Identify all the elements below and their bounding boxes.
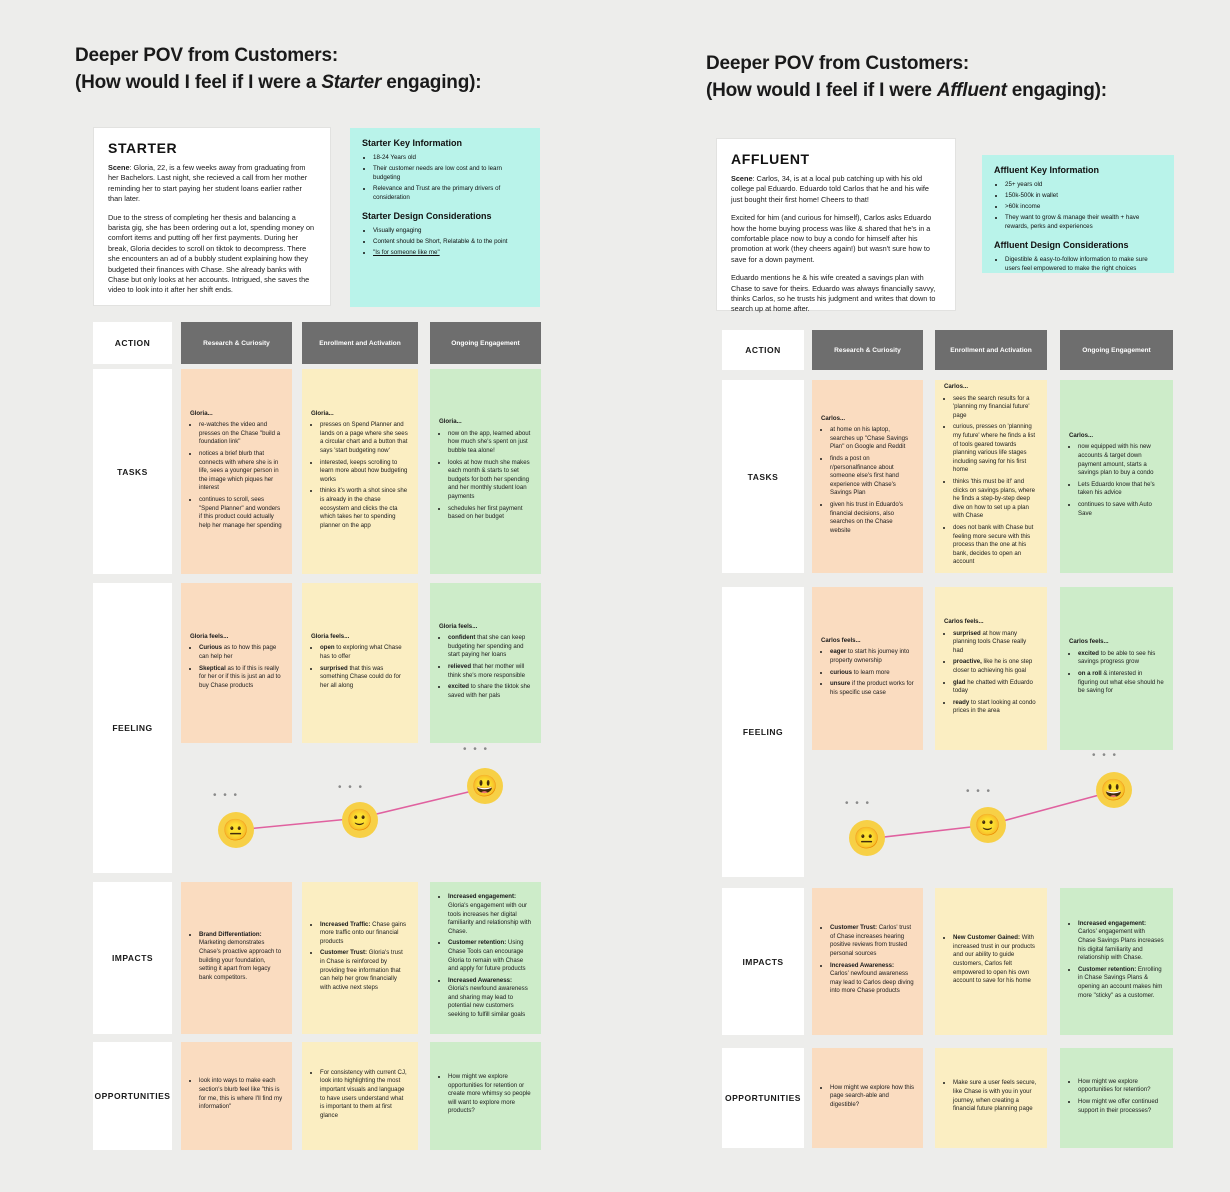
list-item: • Increased Traffic: Chase gains more traffic onto our financial products <box>320 921 409 947</box>
affluent-dots-3: • • • <box>1092 750 1119 761</box>
lead-label: Gloria... <box>439 418 462 426</box>
affluent-row-opportunities: OPPORTUNITIES <box>722 1048 804 1148</box>
affluent-opportunities-ongoing <box>1060 1048 1173 1148</box>
starter-key-info-list <box>362 153 528 202</box>
starter-opportunities-research <box>181 1042 292 1150</box>
list-item: • Customer retention: Using Chase Tools can encourage Gloria to remain with Chase and apply for future products <box>448 939 532 973</box>
affluent-tasks-research <box>812 380 923 573</box>
list-item: • How might we explore how this page search-able and digestible? <box>830 1084 914 1110</box>
list-item: • look into ways to make each section's blurb feel like "this is for me, this is where I'll find my information" <box>199 1077 283 1111</box>
starter-col-ongoing: Ongoing Engagement <box>430 322 541 364</box>
list-item: • continues to scroll, sees "Spend Planner" and wonders if this product could actually help her manage her spending <box>199 496 283 530</box>
list-item: • Digestible & easy-to-follow information to make sure users feel empowered to make the right choices <box>1005 255 1162 273</box>
list-item: • Customer Trust: Carlos' trust of Chase increases hearing positive reviews from trusted personal sources <box>830 924 914 958</box>
page-title-affluent <box>706 50 1226 104</box>
list-item: • "Is for someone like me" <box>373 248 528 257</box>
list-item: • now equipped with his new accounts & target down payment amount, starts a savings plan to buy a condo <box>1078 443 1164 477</box>
list-item: • Visually engaging <box>373 226 528 235</box>
lead-label: Gloria... <box>190 409 213 417</box>
list-item: • thinks it's worth a shot since she is already in the chase ecosystem and clicks the cta which takes her to spending planner on the app <box>320 487 409 530</box>
lead-label: Gloria feels... <box>190 632 229 640</box>
starter-design-considerations-title: Starter Design Considerations <box>362 211 492 221</box>
list-item: • notices a brief blurb that connects with where she is in life, sees a younger person in the image which piques her interest <box>199 450 283 493</box>
list <box>190 644 283 693</box>
list-item: • unsure if the product works for his specific use case <box>830 680 914 697</box>
list-item: • excited to be able to see his savings progress grow <box>1078 650 1164 667</box>
list-item: • Their customer needs are low cost and to learn budgeting <box>373 164 528 182</box>
affluent-col-action: ACTION <box>722 330 804 370</box>
list-item: • Increased engagement: Carlos' engagement with Chase Savings Plans increases his digital familiarity and relationship with Chase. <box>1078 920 1164 963</box>
list-item: • continues to save with Auto Save <box>1078 501 1164 518</box>
lead-label: Carlos feels... <box>944 618 984 626</box>
starter-col-enrollment: Enrollment and Activation <box>302 322 418 364</box>
affluent-feeling-enrollment <box>935 587 1047 750</box>
starter-col-action: ACTION <box>93 322 172 364</box>
list-item: • glad he chatted with Eduardo today <box>953 679 1038 696</box>
list <box>821 924 914 999</box>
list-item: • 25+ years old <box>1005 180 1162 189</box>
list-item: • ready to start looking at condo prices in the area <box>953 699 1038 716</box>
list-item: • re-watches the video and presses on the Chase "build a foundation link" <box>199 421 283 447</box>
starter-key-info-title: Starter Key Information <box>362 138 463 148</box>
list <box>311 921 409 996</box>
starter-emoji-smiling: 🙂 <box>342 802 378 838</box>
list-item: • Skeptical as to if this is really for her or if this is just an ad to buy Chase products <box>199 665 283 691</box>
list-item: • Customer retention: Enrolling in Chase Savings Plans & opening an account makes him more "sticky" as a customer. <box>1078 966 1164 1000</box>
starter-impacts-ongoing <box>430 882 541 1034</box>
affluent-design-considerations-title: Affluent Design Considerations <box>994 240 1129 250</box>
affluent-emoji-neutral: 😐 <box>849 820 885 856</box>
list-item: • surprised at how many planning tools Chase really had <box>953 630 1038 656</box>
list-item: • Brand Differentiation: Marketing demonstrates Chase's proactive approach to building your foundation, setting it apart from legacy bank competitors. <box>199 931 283 983</box>
list-item: • now on the app, learned about how much she's spent on just bubble tea alone! <box>448 430 532 456</box>
affluent-row-tasks: TASKS <box>722 380 804 573</box>
lead-label: Carlos... <box>821 414 846 422</box>
list <box>944 1079 1038 1116</box>
list <box>439 893 532 1022</box>
list <box>439 430 532 525</box>
affluent-design-considerations-list <box>994 255 1162 273</box>
list-item: • Increased engagement: Gloria's engagement with our tools increases her digital familiarity and relationship with Chase. <box>448 893 532 936</box>
list-item: • sees the search results for a 'planning my financial future' page <box>953 395 1038 421</box>
starter-opportunities-enrollment <box>302 1042 418 1150</box>
list-item: • presses on Spend Planner and lands on a page where she sees a circular chart and a button that says 'start budgeting now' <box>320 421 409 455</box>
list-item: • looks at how much she makes each month & starts to set budgets for both her spending and her monthly student loan payments <box>448 459 532 502</box>
list-item: • Relevance and Trust are the primary drivers of consideration <box>373 184 528 202</box>
affluent-persona-scene: Scene: Carlos, 34, is at a local pub catching up with his old college pal Eduardo. Eduardo told Carlos that he and his wife just bought their first home! Cheers to that! <box>731 174 929 204</box>
list-item: • Curious as to how this page can help her <box>199 644 283 661</box>
list-item: • Lets Eduardo know that he's taken his advice <box>1078 481 1164 498</box>
affluent-persona-body-2: Eduardo mentions he & his wife created a savings plan with Chase to save for theirs. Eduardo was always financially savvy, thinks Carlos, so he trusts his judgment and writes that down to search up at home after. <box>731 273 936 314</box>
affluent-dots-2: • • • <box>966 786 993 797</box>
lead-label: Carlos feels... <box>1069 638 1109 646</box>
lead-label: Gloria... <box>311 409 334 417</box>
affluent-impacts-enrollment <box>935 888 1047 1035</box>
list-item: • New Customer Gained: With increased trust in our products and our ability to guide customers, Carlos felt empowered to open his own account to save for his home <box>953 934 1038 986</box>
starter-dots-1: • • • <box>213 790 240 801</box>
list-item: • How might we explore opportunities for retention? <box>1078 1078 1164 1095</box>
list <box>944 934 1038 989</box>
starter-key-info-card <box>350 128 540 307</box>
affluent-impacts-ongoing <box>1060 888 1173 1035</box>
list-item: • on a roll & interested in figuring out what else should he be saving for <box>1078 670 1164 696</box>
affluent-key-info-title: Affluent Key Information <box>994 165 1099 175</box>
starter-tasks-enrollment <box>302 369 418 574</box>
list <box>190 931 283 986</box>
list-item: • proactive, like he is one step closer to achieving his goal <box>953 658 1038 675</box>
list-item: • curious, presses on 'planning my future' where he finds a list of tools geared towards planning various life stages including saving for his first home <box>953 423 1038 475</box>
list <box>190 1077 283 1114</box>
affluent-tasks-ongoing <box>1060 380 1173 573</box>
list-item: • curious to learn more <box>830 669 914 678</box>
lead-label: Gloria feels... <box>439 622 478 630</box>
list-item: • >60k income <box>1005 202 1162 211</box>
list-item: • Customer Trust: Gloria's trust in Chase is reinforced by providing free information that can help her grow financially with active next steps <box>320 949 409 992</box>
list-item: • 18-24 Years old <box>373 153 528 162</box>
starter-impacts-research <box>181 882 292 1034</box>
affluent-row-feeling: FEELING <box>722 587 804 877</box>
list-item: • 150k-500k in wallet <box>1005 191 1162 200</box>
list-item: • eager to start his journey into property ownership <box>830 648 914 665</box>
affluent-row-impacts: IMPACTS <box>722 888 804 1035</box>
affluent-emoji-smiling: 🙂 <box>970 807 1006 843</box>
list-item: • Increased Awareness: Gloria's newfound awareness and sharing may lead to potential new customers seeking to fulfill similar goals <box>448 977 532 1020</box>
list-item: • finds a post on r/personalfinance about someone else's first hand experience with Chase's Savings Plan <box>830 455 914 498</box>
starter-design-considerations-list <box>362 226 528 257</box>
list-item: • given his trust in Eduardo's financial decisions, also searches on the Chase website <box>830 501 914 535</box>
starter-impacts-enrollment <box>302 882 418 1034</box>
list <box>821 426 914 538</box>
list-item: • at home on his laptop, searches up "Chase Savings Plan" on Google and Reddit <box>830 426 914 452</box>
list-item: • does not bank with Chase but feeling more secure with this process than the one at his bank, decides to open an account <box>953 524 1038 567</box>
list <box>821 1084 914 1113</box>
list <box>1069 920 1164 1003</box>
starter-dots-3: • • • <box>463 744 490 755</box>
affluent-col-ongoing: Ongoing Engagement <box>1060 330 1173 370</box>
starter-persona-scene: Scene: Gloria, 22, is a few weeks away from graduating from her Bachelors. Last night, she recieved a call from her mother reminding her to start paying her student loans earlier rather than later. <box>108 163 308 204</box>
lead-label: Carlos feels... <box>821 636 861 644</box>
list <box>190 421 283 533</box>
list <box>1069 1078 1164 1118</box>
lead-label: Carlos... <box>944 383 969 391</box>
list-item: • interested, keeps scrolling to learn more about how budgeting works <box>320 459 409 485</box>
starter-col-research: Research & Curiosity <box>181 322 292 364</box>
affluent-col-research: Research & Curiosity <box>812 330 923 370</box>
affluent-dots-1: • • • <box>845 798 872 809</box>
affluent-heading-line1: Deeper POV from Customers: <box>706 53 969 74</box>
starter-persona-title: STARTER <box>108 140 178 156</box>
list-item: • confident that she can keep budgeting her spending and start paying her loans <box>448 634 532 660</box>
starter-row-tasks: TASKS <box>93 369 172 574</box>
affluent-key-info-list <box>994 180 1162 231</box>
list-item: • surprised that this was something Chase could do for her all along <box>320 665 409 691</box>
affluent-opportunities-research <box>812 1048 923 1148</box>
affluent-feeling-ongoing <box>1060 587 1173 750</box>
starter-tasks-ongoing <box>430 369 541 574</box>
list <box>944 395 1038 570</box>
list <box>439 634 532 703</box>
lead-label: Gloria feels... <box>311 632 350 640</box>
affluent-emoji-happy: 😃 <box>1096 772 1132 808</box>
affluent-opportunities-enrollment <box>935 1048 1047 1148</box>
starter-emoji-happy: 😃 <box>467 768 503 804</box>
starter-opportunities-ongoing <box>430 1042 541 1150</box>
list-item: • For consistency with current CJ, look into highlighting the most important visuals and language to have users understand what is important to them at first glance <box>320 1069 409 1121</box>
starter-row-opportunities: OPPORTUNITIES <box>93 1042 172 1150</box>
starter-heading-line2: (How would I feel if I were a Starter engaging): <box>75 72 482 93</box>
lead-label: Carlos... <box>1069 431 1094 439</box>
list-item: • Increased Awareness: Carlos' newfound awareness may lead to Carlos deep diving into more Chase products <box>830 962 914 996</box>
affluent-persona-body-1: Excited for him (and curious for himself), Carlos asks Eduardo how the home buying process was like & shared that he's in a comfortable place now to buy a condo for himself after his promotion at work (they cheers again!) but wasn't sure how to save for a down payment. <box>731 213 932 264</box>
starter-feeling-research <box>181 583 292 743</box>
starter-tasks-research <box>181 369 292 574</box>
starter-emoji-neutral: 😐 <box>218 812 254 848</box>
affluent-feeling-research <box>812 587 923 750</box>
starter-persona-card <box>93 127 331 306</box>
list-item: • schedules her first payment based on her budget <box>448 505 532 522</box>
starter-emphasis: Starter <box>321 72 382 93</box>
list <box>311 421 409 533</box>
starter-dots-2: • • • <box>338 782 365 793</box>
affluent-persona-card <box>716 138 956 314</box>
list <box>1069 443 1164 521</box>
affluent-impacts-research <box>812 888 923 1035</box>
list <box>821 648 914 700</box>
list-item: • open to exploring what Chase has to offer <box>320 644 409 661</box>
starter-row-feeling: FEELING <box>93 583 172 873</box>
affluent-col-enrollment: Enrollment and Activation <box>935 330 1047 370</box>
affluent-key-info-card <box>982 155 1174 273</box>
page-title-starter <box>75 42 635 96</box>
list-item: • Content should be Short, Relatable & to the point <box>373 237 528 246</box>
starter-heading-line1: Deeper POV from Customers: <box>75 45 338 66</box>
list <box>1069 650 1164 699</box>
starter-persona-body: Due to the stress of completing her thesis and balancing a barista gig, she has been ordering out a lot, spending money on comfort items and putting off her first payments. During her break, Gloria decides to scroll on tiktok to decompress. There she encounters an ad of a bubbly student explaining how they budgeted their finances with Chase. She already banks with Chase but only looks at her accounts. Intrigued, she saves the video to look into it after her shift ends. <box>108 212 315 295</box>
list <box>311 1069 409 1124</box>
starter-feeling-ongoing <box>430 583 541 743</box>
starter-feeling-enrollment <box>302 583 418 743</box>
list <box>311 644 409 693</box>
affluent-tasks-enrollment <box>935 380 1047 573</box>
list-item: • They want to grow & manage their wealth + have rewards, perks and experiences <box>1005 213 1162 231</box>
list-item: • relieved that her mother will think she's more responsible <box>448 663 532 680</box>
affluent-heading-line2: (How would I feel if I were Affluent engaging): <box>706 80 1107 101</box>
list-item: • Make sure a user feels secure, like Chase is with you in your journey, when creating a financial future planning page <box>953 1079 1038 1113</box>
list-item: • How might we explore opportunities for retention or create more whimsy so people will want to explore more products? <box>448 1073 532 1116</box>
affluent-emphasis: Affluent <box>936 80 1007 101</box>
affluent-persona-title: AFFLUENT <box>731 151 810 167</box>
list-item: • How might we offer continued support in their processes? <box>1078 1098 1164 1115</box>
list-item: • thinks 'this must be it!' and clicks on savings plans, where he finds a step-by-step deep dive on how to set up a plan with Chase <box>953 478 1038 521</box>
list <box>439 1073 532 1119</box>
list <box>944 630 1038 719</box>
starter-row-impacts: IMPACTS <box>93 882 172 1034</box>
list-item: • excited to share the tiktok she saved with her pals <box>448 683 532 700</box>
